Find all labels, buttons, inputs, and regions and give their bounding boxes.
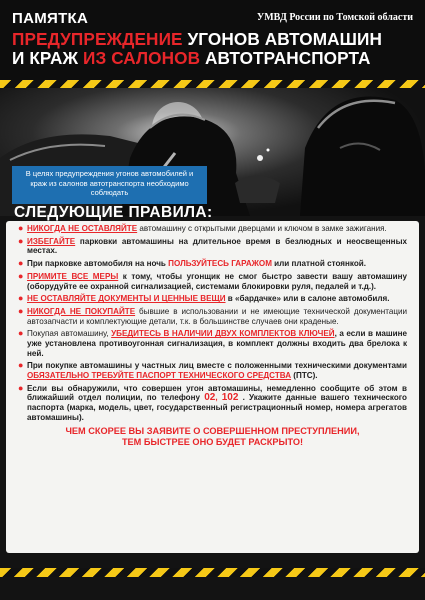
bullet-icon: ● (18, 306, 24, 317)
rule-text: к тому, чтобы угонщик не смог быстро завести вашу автомашину (оборудуйте ее охранной сигнализацией, системами блокировки руля, педалей и т.д.). (27, 271, 407, 291)
bullet-icon: ● (18, 235, 24, 246)
rule-item (18, 259, 407, 269)
rules-panel (6, 221, 419, 553)
rule-item (18, 384, 407, 422)
bullet-icon: ● (18, 270, 24, 281)
rule-highlight: НЕ ОСТАВЛЯЙТЕ ДОКУМЕНТЫ И ЦЕННЫЕ ВЕЩИ (27, 294, 226, 304)
rule-text: Если вы обнаружили, что совершен угон автомашины, немедленно сообщите об этом в ближайший отдел полиции, по телефону (27, 383, 407, 403)
rules-title: СЛЕДУЮЩИЕ ПРАВИЛА: (14, 204, 213, 221)
bullet-icon: ● (18, 293, 24, 304)
rule-text: автомашину с открытыми дверцами и ключом в замке зажигания. (137, 224, 387, 233)
rule-item (18, 361, 407, 380)
rule-highlight: ПРИМИТЕ ВСЕ МЕРЫ (27, 271, 119, 281)
rule-item (18, 224, 407, 234)
rule-text: парковки автомашины на длительное время в безлюдных и неосвещенных местах. (27, 236, 407, 256)
rule-highlight: НИКОГДА НЕ ОСТАВЛЯЙТЕ (27, 224, 138, 233)
rule-text: Покупая автомашину, (27, 329, 112, 339)
rule-item (18, 329, 407, 358)
headline-white-3: АВТОТРАНСПОРТА (205, 48, 371, 68)
headline-red-2: ИЗ САЛОНОВ (83, 48, 201, 68)
bullet-icon: ● (18, 223, 24, 233)
rule-text: При покупке автомашины у частных лиц вместе с положенными техническими документами (27, 361, 407, 371)
header (0, 0, 425, 85)
organization-name: УМВД России по Томской области (256, 12, 413, 23)
phone-number: 102 (221, 392, 239, 404)
headline-white-1: УГОНОВ АВТОМАШИН (187, 29, 383, 49)
rule-text: в «бардачке» или в салоне автомобиля. (225, 294, 390, 304)
hazard-stripe-bottom (0, 568, 425, 577)
rule-highlight: ОБЯЗАТЕЛЬНО ТРЕБУЙТЕ ПАСПОРТ ТЕХНИЧЕСКОГО СРЕДСТВА (27, 371, 292, 381)
rule-highlight: УБЕДИТЕСЬ В НАЛИЧИИ ДВУХ КОМПЛЕКТОВ КЛЮЧЕЙ (111, 329, 335, 339)
rule-text: (ПТС). (291, 371, 318, 381)
bullet-icon: ● (18, 382, 24, 393)
rule-text: бывшие в использовании и не имеющие технической документации автозапчасти и комплектующие детали, т.к. в большинстве случаев они краденые. (27, 307, 407, 326)
closing-line-1: ЧЕМ СКОРЕЕ ВЫ ЗАЯВИТЕ О СОВЕРШЕННОМ ПРЕСТУПЛЕНИИ, (65, 426, 360, 437)
rule-item (18, 307, 407, 326)
phone-number: 02 (204, 392, 216, 404)
memo-title: ПАМЯТКА (12, 10, 89, 27)
rule-highlight: ИЗБЕГАЙТЕ (27, 236, 76, 246)
rule-item (18, 237, 407, 256)
rule-highlight: ПОЛЬЗУЙТЕСЬ ГАРАЖОМ (168, 259, 272, 269)
bullet-icon: ● (18, 328, 24, 339)
rule-highlight: НИКОГДА НЕ ПОКУПАЙТЕ (27, 307, 136, 317)
intro-box: В целях предупреждения угонов автомобилей и краж из салонов автотранспорта необходимо соблюдать (12, 166, 207, 204)
rule-text: . Укажите данные вашего технического паспорта (марка, модель, цвет, государственный регистрационный номер, номера агрегатов автомашины). (27, 393, 408, 422)
bullet-icon: ● (18, 360, 24, 371)
closing-message (18, 426, 407, 448)
rule-text: , а если в машине уже установлена противоугонная сигнализация, в комплект должны входить два брелока к ней. (27, 329, 407, 358)
headline-white-2: И КРАЖ (12, 48, 79, 68)
rule-text: При парковке автомобиля на ночь (27, 259, 169, 269)
rule-item (18, 272, 407, 291)
headline (12, 30, 417, 68)
rule-item (18, 294, 407, 304)
phone-separator: , (215, 393, 222, 403)
headline-red-1: ПРЕДУПРЕЖДЕНИЕ (12, 29, 183, 49)
bottom-band (0, 556, 425, 600)
closing-line-2: ТЕМ БЫСТРЕЕ ОНО БУДЕТ РАСКРЫТО! (121, 437, 304, 448)
bullet-icon: ● (18, 258, 24, 269)
rule-text: или платной стоянкой. (271, 259, 366, 269)
